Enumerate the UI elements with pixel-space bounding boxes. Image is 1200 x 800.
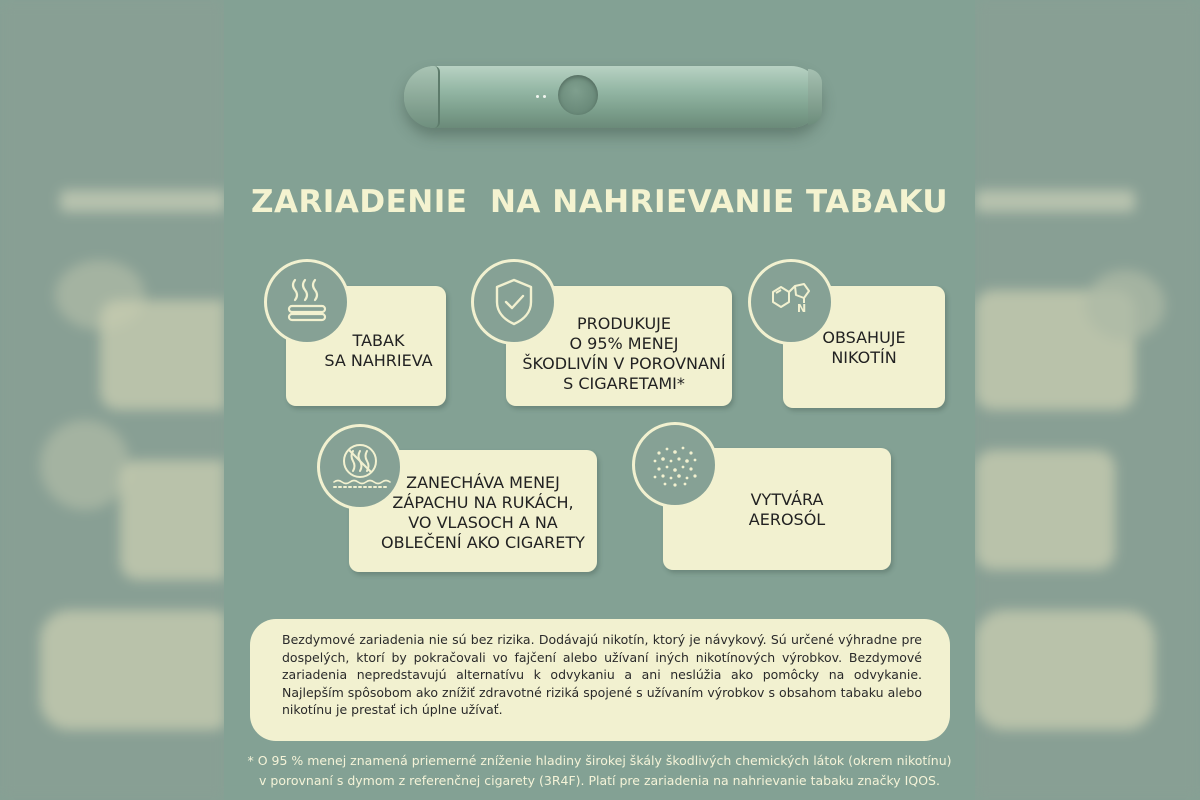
no-odor-icon — [317, 424, 403, 510]
heating-device-image — [404, 66, 822, 128]
blurred-background-right — [975, 0, 1200, 800]
feature-label-line: PRODUKUJE — [577, 314, 671, 333]
feature-label-line: ZANECHÁVA MENEJ — [406, 473, 560, 492]
nicotine-icon-letter: N — [797, 302, 807, 315]
nicotine-molecule-icon — [748, 259, 834, 345]
footnote-line: v porovnaní s dymom z referenčnej cigarety (3R4F). Platí pre zariadenia na nahrievanie tabaku značky IQOS. — [259, 773, 940, 788]
feature-label-line: O 95% MENEJ — [569, 334, 679, 353]
feature-label-line: ŠKODLIVÍN V POROVNANÍ — [522, 354, 726, 373]
feature-label-line: S CIGARETAMI* — [563, 374, 685, 393]
aerosol-dots-icon — [632, 422, 718, 508]
feature-label-line: NIKOTÍN — [831, 348, 897, 367]
feature-label-line: ZÁPACHU NA RUKÁCH, — [392, 493, 574, 512]
feature-label-line: SA NAHRIEVA — [324, 351, 433, 370]
device-button-icon — [558, 75, 598, 115]
feature-label-line: OBLEČENÍ AKO CIGARETY — [381, 533, 585, 552]
heat-waves-icon — [264, 259, 350, 345]
feature-label-line: VYTVÁRA — [750, 490, 824, 509]
feature-label-line: TABAK — [352, 331, 405, 350]
shield-check-icon — [471, 259, 557, 345]
blurred-background-left — [0, 0, 225, 800]
feature-label-line: AEROSÓL — [748, 510, 826, 529]
health-warning-text: Bezdymové zariadenia nie sú bez rizika. Dodávajú nikotín, ktorý je návykový. Sú určené výhradne pre dospelých, ktorí by pokračovali vo fajčení alebo užívaní iných nikotínových výrobkov. Bezdymové zariadenia nepredstavujú alternatívu k odvykaniu a ani neslúžia ako pomôcky na odvykanie. Najlepším spôsobom ako znížiť zdravotné riziká spojené s užívaním výrobkov s obsahom tabaku alebo nikotínu je prestať ich úplne užívať. — [282, 632, 922, 717]
health-warning-box — [250, 619, 950, 741]
infographic-panel — [224, 0, 975, 800]
footnote-line: * O 95 % menej znamená priemerné zníženie hladiny širokej škály škodlivých chemických látok (okrem nikotínu) — [247, 753, 952, 768]
page-title: ZARIADENIE NA NAHRIEVANIE TABAKU — [250, 184, 949, 220]
feature-label-line: VO VLASOCH A NA — [408, 513, 558, 532]
feature-label-line: OBSAHUJE — [822, 328, 906, 347]
